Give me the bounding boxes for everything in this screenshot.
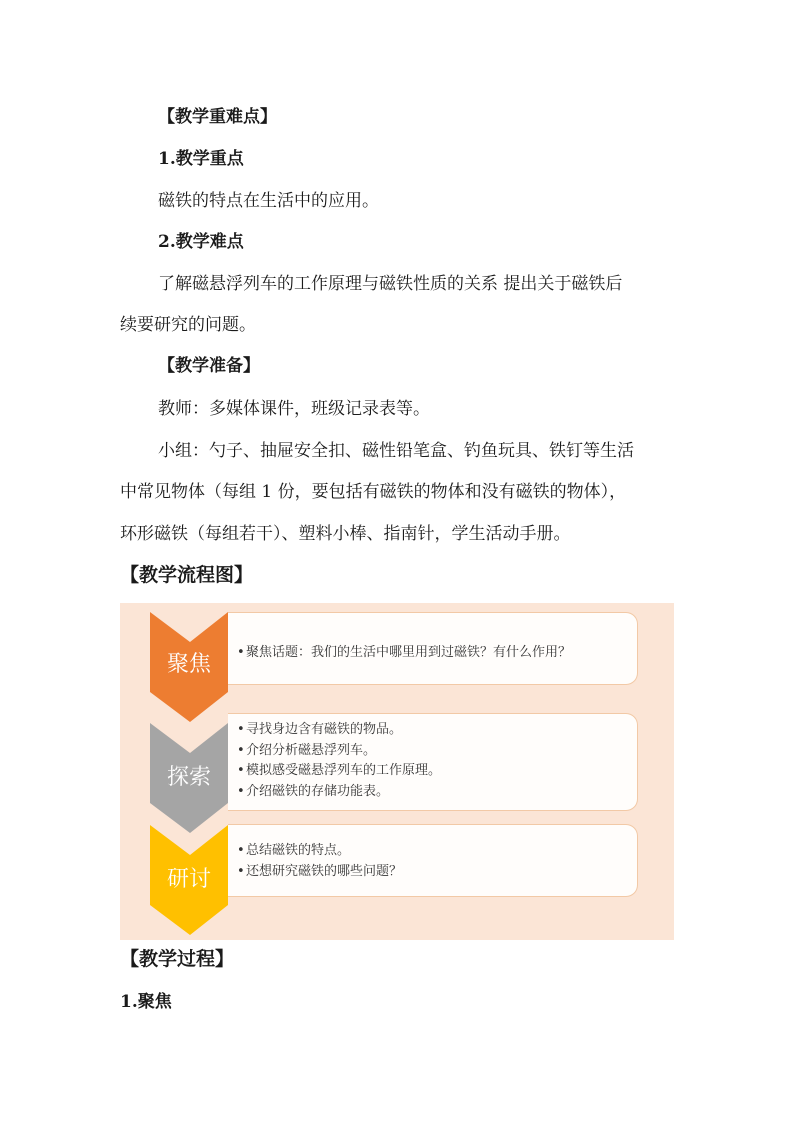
difficult-point-text-line1: 了解磁悬浮列车的工作原理与磁铁性质的关系 提出关于磁铁后: [158, 274, 623, 294]
preparation-group-line2: 中常见物体（每组 1 份，要包括有磁铁的物体和没有磁铁的物体），: [120, 482, 627, 502]
list-item: • 聚焦话题：我们的生活中哪里用到过磁铁？有什么作用？: [238, 643, 637, 664]
explore-step-label: 探索: [166, 765, 211, 790]
preparation-teacher: 教师：多媒体课件，班级记录表等。: [158, 399, 430, 419]
flowchart-heading: 【教学流程图】: [120, 564, 254, 586]
focus-step-label: 聚焦: [166, 652, 211, 677]
list-item: • 介绍分析磁悬浮列车。: [238, 741, 637, 762]
focus-step-box: [228, 612, 638, 685]
preparation-group-line1: 小组：勺子、抽屉安全扣、磁性铅笔盒、钓鱼玩具、铁钉等生活: [158, 441, 634, 461]
process-heading: 【教学过程】: [120, 948, 235, 970]
list-item: • 总结磁铁的特点。: [238, 841, 637, 862]
difficulty-heading: 【教学重难点】: [158, 107, 277, 127]
flowchart: [120, 603, 674, 940]
difficult-point-heading: 2.教学难点: [158, 232, 244, 252]
explore-step-box: [228, 713, 638, 811]
list-item: • 介绍磁铁的存储功能表。: [238, 782, 637, 803]
list-item: • 还想研究磁铁的哪些问题？: [238, 862, 637, 883]
key-point-heading: 1.教学重点: [158, 149, 244, 169]
process-step1-heading: 1.聚焦: [120, 992, 172, 1012]
difficult-point-text-line2: 续要研究的问题。: [120, 315, 256, 335]
preparation-heading: 【教学准备】: [158, 356, 260, 376]
list-item: • 模拟感受磁悬浮列车的工作原理。: [238, 761, 637, 782]
discuss-step-box: [228, 824, 638, 897]
discuss-step-label: 研讨: [166, 867, 211, 892]
key-point-text: 磁铁的特点在生活中的应用。: [158, 191, 379, 211]
list-item: • 寻找身边含有磁铁的物品。: [238, 720, 637, 741]
preparation-group-line3: 环形磁铁（每组若干）、塑料小棒、指南针，学生活动手册。: [120, 524, 571, 544]
